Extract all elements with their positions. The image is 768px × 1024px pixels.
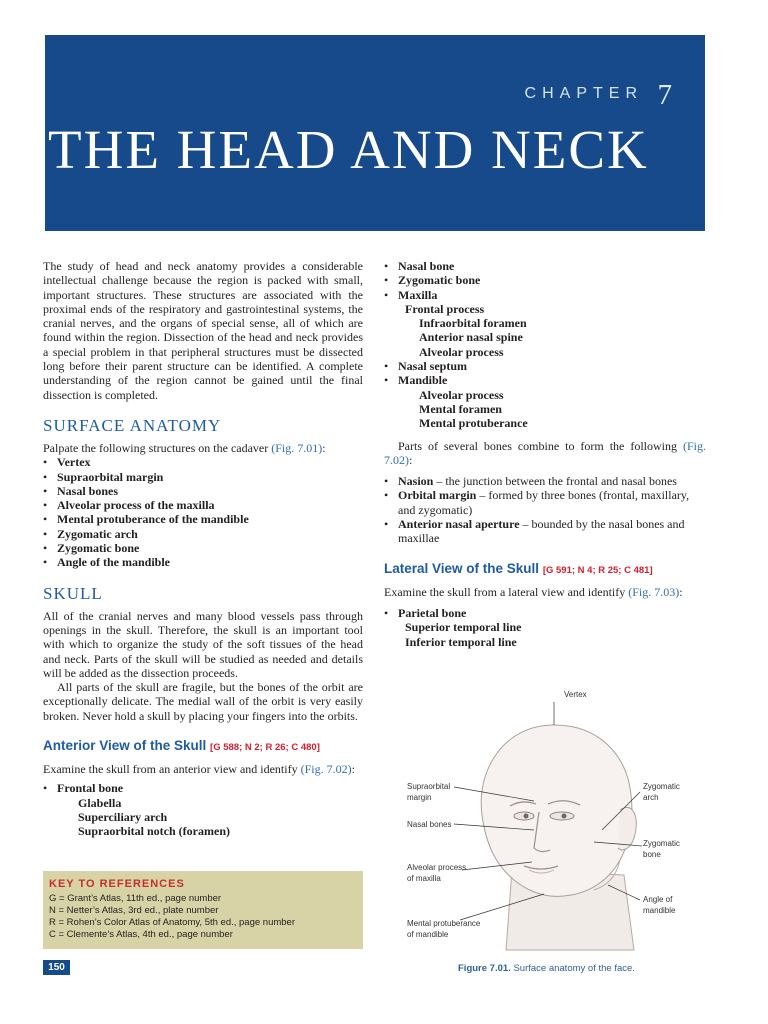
list-item: • Angle of the mandible — [43, 555, 171, 570]
face-figure — [384, 680, 706, 960]
list-item: • Frontal bone — [43, 781, 124, 796]
figure-caption: Figure 7.01. Surface anatomy of the face. — [458, 963, 635, 974]
lateral-view-lead: Examine the skull from a lateral view and identify (Fig. 7.03): — [384, 584, 683, 599]
ear-shape — [618, 807, 636, 850]
label-zygomatic-arch-2: arch — [643, 793, 659, 802]
chapter-title-text: THE HEAD AND NECK — [48, 119, 649, 180]
list-item: • Maxilla — [384, 287, 438, 302]
label-nasal-bones: Nasal bones — [407, 820, 452, 829]
list-item: • Nasal bone — [384, 259, 455, 273]
anterior-view-lead: Examine the skull from an anterior view and identify (Fig. 7.02): — [43, 762, 355, 777]
fig-ref-link[interactable]: (Fig. 7.01) — [271, 440, 323, 455]
label-mental: Mental protuberance — [407, 919, 481, 928]
anterior-view-list — [43, 781, 363, 838]
fig-ref-link[interactable]: (Fig. 7.02) — [384, 438, 706, 467]
list-item: • Anterior nasal aperture – bounded by the nasal bones and maxillae — [384, 517, 685, 546]
list-item: • Mental protuberance of the mandible — [43, 512, 249, 527]
list-subitem: Inferior temporal line — [405, 634, 517, 649]
key-line: R = Rohen’s Color Atlas of Anatomy, 5th ed., page number — [49, 917, 296, 928]
list-subitem: Alveolar process — [419, 387, 504, 402]
list-item: • Orbital margin – formed by three bones (frontal, maxillary, and zygomatic) — [384, 488, 690, 517]
label-zygomatic-bone-2: bone — [643, 850, 661, 859]
list-subitem: Infraorbital foramen — [419, 316, 527, 331]
label-angle: Angle of — [643, 895, 673, 904]
skull-paragraph-2: All parts of the skull are fragile, but the bones of the orbit are exceptionally delicate. The medial wall of the orbit is very easily broken. Never hold a skull by placing your fingers into the orbits. — [43, 680, 363, 723]
chapter-number: 7 — [657, 79, 672, 111]
anterior-view-refs: [G 588; N 2; R 26; C 480] — [210, 742, 320, 754]
list-item: • Zygomatic arch — [43, 526, 138, 541]
anterior-bones-list — [384, 259, 706, 431]
label-zygomatic-bone: Zygomatic — [643, 839, 680, 848]
key-title: KEY TO REFERENCES — [49, 878, 185, 890]
list-subitem: Alveolar process — [419, 344, 504, 359]
list-item: • Nasal bones — [43, 483, 119, 498]
list-item: • Zygomatic bone — [384, 273, 481, 288]
label-alveolar: Alveolar process — [407, 863, 467, 872]
intro-paragraph: The study of head and neck anatomy provides a considerable intellectual challenge because the region is packed with small, important structures. These structures are associated with the proximal ends of the respiratory and gastrointestinal systems, the cranial nerves, and the organs of special sense, all of which are found within the region. Dissection of the head and neck provides a special problem in that peripheral structures must be dissected long before their parent structure can be identified. A complete understanding of the region cannot be gained until the final dissection is completed. — [43, 259, 363, 402]
chapter-label: CHAPTER — [524, 85, 643, 102]
anterior-view-heading: Anterior View of the Skull [G 588; N 2; R 26; C 480] — [43, 738, 320, 754]
label-zygomatic-arch: Zygomatic — [643, 782, 680, 791]
lateral-view-list — [384, 606, 706, 649]
combine-lead: Parts of several bones combine to form the following (Fig. 7.02): — [384, 438, 706, 467]
pupil-left — [524, 814, 529, 819]
list-item: • Parietal bone — [384, 605, 467, 620]
list-subitem: Frontal process — [405, 301, 485, 316]
list-subitem: Superciliary arch — [78, 809, 168, 824]
face-illustration — [384, 680, 706, 960]
surface-anatomy-list — [43, 455, 363, 569]
list-item: • Mandible — [384, 373, 448, 388]
skull-heading: SKULL — [43, 583, 103, 603]
head-shape — [481, 725, 632, 896]
list-subitem: Glabella — [78, 795, 122, 810]
list-subitem: Supraorbital notch (foramen) — [78, 824, 230, 839]
lateral-view-refs: [G 591; N 4; R 25; C 481] — [542, 564, 653, 576]
chapter-banner — [45, 35, 705, 231]
list-subitem: Anterior nasal spine — [419, 330, 523, 345]
surface-anatomy-heading: SURFACE ANATOMY — [43, 415, 222, 435]
fig-ref-link[interactable]: (Fig. 7.03) — [628, 584, 680, 599]
label-supraorbital: Supraorbital — [407, 782, 451, 791]
key-line: C = Clemente’s Atlas, 4th ed., page number — [49, 929, 233, 940]
pupil-right — [562, 814, 567, 819]
chapter-title — [48, 118, 649, 181]
page-number: 150 — [43, 960, 70, 975]
label-supraorbital-2: margin — [407, 793, 432, 802]
list-item: • Zygomatic bone — [43, 541, 140, 556]
list-subitem: Mental foramen — [419, 401, 502, 416]
surface-anatomy-lead: Palpate the following structures on the cadaver (Fig. 7.01): — [43, 440, 326, 455]
fig-ref-link[interactable]: (Fig. 7.02) — [300, 762, 352, 777]
label-angle-2: mandible — [643, 906, 676, 915]
list-subitem: Superior temporal line — [405, 620, 522, 635]
label-vertex: Vertex — [564, 690, 587, 699]
key-line: N = Netter’s Atlas, 3rd ed., plate number — [49, 905, 219, 916]
label-mental-2: of mandible — [407, 930, 449, 939]
lateral-view-heading: Lateral View of the Skull [G 591; N 4; R 25; C 481] — [384, 560, 653, 576]
list-item: • Vertex — [43, 455, 91, 470]
list-item: • Alveolar process of the maxilla — [43, 498, 215, 513]
combine-list — [384, 474, 706, 545]
label-alveolar-2: of maxilla — [407, 874, 441, 883]
skull-paragraph-1: All of the cranial nerves and many blood vessels pass through openings in the skull. Therefore, the skull is an important tool with which to organize the study of the soft tissues of the head and neck. Parts of the skull will be studied as needed and details will be added as the dissection proceeds. — [43, 608, 363, 680]
list-subitem: Mental protuberance — [419, 416, 528, 431]
list-item: • Nasal septum — [384, 359, 468, 374]
left-column — [43, 259, 363, 839]
key-line: G = Grant’s Atlas, 11th ed., page number — [49, 893, 222, 904]
list-item: • Supraorbital margin — [43, 469, 164, 484]
key-to-references — [43, 871, 363, 949]
right-column — [384, 259, 706, 649]
list-item: • Nasion – the junction between the frontal and nasal bones — [384, 474, 677, 489]
